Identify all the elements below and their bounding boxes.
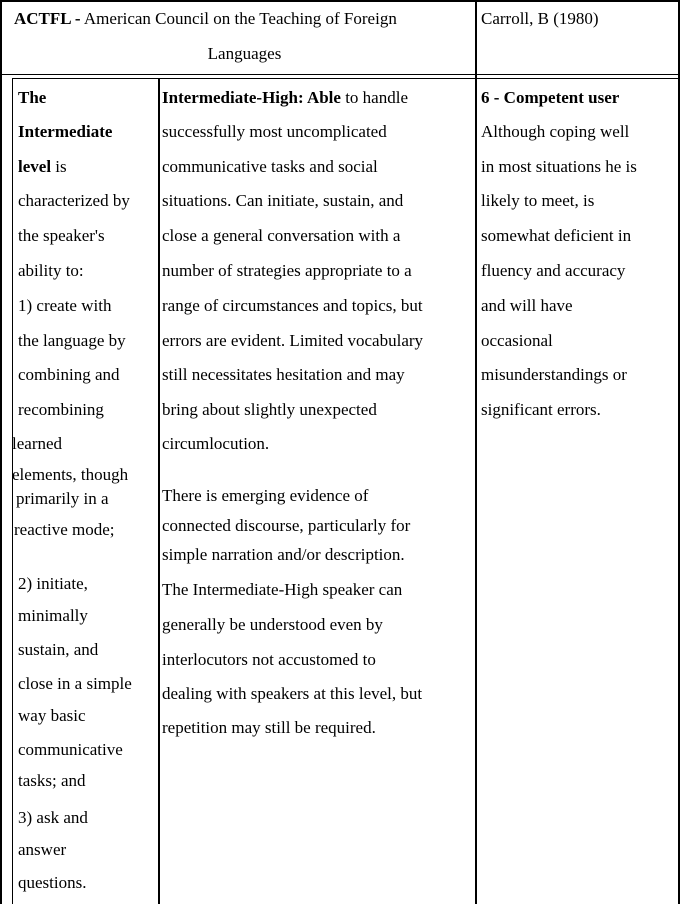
header-row-divider	[0, 74, 680, 75]
col2-text: simple narration and/or description.	[162, 545, 405, 564]
col1-text: the speaker's	[18, 226, 105, 245]
header-title-line-2: Languages	[207, 44, 282, 63]
table-border-left	[0, 0, 2, 904]
col2-text: interlocutors not accustomed to	[162, 650, 376, 669]
col2-line	[162, 684, 422, 704]
col1-line	[18, 771, 86, 791]
col1-line	[18, 157, 67, 177]
col1-line	[18, 331, 126, 351]
col3-text: misunderstandings or	[481, 365, 627, 384]
col2-text: connected discourse, particularly for	[162, 516, 411, 535]
col2-line	[162, 400, 377, 420]
col1-text: 2) initiate,	[18, 574, 88, 593]
col2-text: range of circumstances and topics, but	[162, 296, 423, 315]
col1-line	[12, 434, 62, 454]
left-inner-border	[12, 78, 13, 904]
col1-line	[18, 296, 111, 316]
col1-text: ability to:	[18, 261, 84, 280]
col2-line	[162, 122, 387, 142]
col1-line	[18, 808, 88, 828]
col2-line	[162, 157, 378, 177]
col1-text: sustain, and	[18, 640, 99, 659]
col1-line	[14, 520, 115, 540]
header-row-divider-inner	[12, 78, 680, 79]
col3-text: Although coping well	[481, 122, 630, 141]
col1-text: recombining	[18, 400, 104, 419]
table-border-top	[0, 0, 680, 2]
col1-text: answer	[18, 840, 67, 859]
col2-bold-text: Intermediate-High: Able	[162, 88, 341, 107]
col1-line	[18, 706, 86, 726]
col1-text: primarily in a	[16, 489, 109, 508]
col3-line	[481, 191, 594, 211]
col3-text: somewhat deficient in	[481, 226, 632, 245]
col2-text: dealing with speakers at this level, but	[162, 684, 423, 703]
col1-text: close in a simple	[18, 674, 132, 693]
col1-text: elements, though	[12, 465, 129, 484]
col2-line	[162, 486, 368, 506]
col3-text: occasional	[481, 331, 553, 350]
col2-text: situations. Can initiate, sustain, and	[162, 191, 404, 210]
col1-line	[18, 840, 66, 860]
header-acronym: ACTFL -	[14, 9, 81, 28]
col1-line	[18, 740, 123, 760]
col2-line	[162, 434, 269, 454]
col3-line	[481, 365, 627, 385]
col1-bold-text: Intermediate	[18, 122, 113, 141]
col1-text: minimally	[18, 606, 88, 625]
col3-text: likely to meet, is	[481, 191, 595, 210]
col3-text: significant errors.	[481, 400, 601, 419]
col2-line	[162, 296, 423, 316]
col3-line	[481, 122, 629, 142]
col2-text: still necessitates hesitation and may	[162, 365, 405, 384]
col3-line	[481, 296, 573, 316]
header-title: American Council on the Teaching of Foreign	[83, 9, 397, 28]
col2-line	[162, 650, 376, 670]
col2-line	[162, 261, 412, 281]
col1-line	[18, 640, 98, 660]
col1-line	[18, 674, 132, 694]
col2-line	[162, 88, 408, 108]
col3-text: in most situations he is	[481, 157, 637, 176]
col2-line	[162, 615, 383, 635]
col2-text: circumlocution.	[162, 434, 270, 453]
col2-text: The Intermediate-High speaker can	[162, 580, 403, 599]
col2-text: communicative tasks and social	[162, 157, 378, 176]
col1-text: characterized by	[18, 191, 130, 210]
col3-line	[481, 226, 631, 246]
col1-bold-text: level	[18, 157, 52, 176]
col1-text: way basic	[18, 706, 86, 725]
col1-line	[18, 261, 84, 281]
col2-line	[162, 226, 400, 246]
header-reference: Carroll, B (1980)	[481, 9, 599, 28]
column-divider-2	[475, 0, 477, 904]
col3-text: fluency and accuracy	[481, 261, 626, 280]
col2-text: There is emerging evidence of	[162, 486, 369, 505]
col1-text: combining and	[18, 365, 120, 384]
col2-line	[162, 545, 405, 565]
col1-text: the language by	[18, 331, 126, 350]
col3-line	[481, 261, 625, 281]
col2-text: successfully most uncomplicated	[162, 122, 387, 141]
col1-line-bold	[18, 88, 46, 108]
col1-line	[18, 365, 120, 385]
col2-text: close a general conversation with a	[162, 226, 401, 245]
col2-line	[162, 191, 403, 211]
col2-line	[162, 331, 423, 351]
col2-text: number of strategies appropriate to a	[162, 261, 412, 280]
col3-heading-text: 6 - Competent user	[481, 88, 620, 107]
col3-line	[481, 157, 637, 177]
col2-text: generally be understood even by	[162, 615, 383, 634]
col2-line	[162, 516, 410, 536]
col2-line	[162, 365, 405, 385]
col1-line	[12, 465, 128, 485]
col1-text: 3) ask and	[18, 808, 88, 827]
col1-text: questions.	[18, 873, 87, 892]
col1-line	[16, 489, 109, 509]
col1-text: 1) create with	[18, 296, 112, 315]
col3-line	[481, 400, 601, 420]
col1-text: tasks; and	[18, 771, 86, 790]
col1-text: learned	[12, 434, 63, 453]
col1-line	[18, 574, 88, 594]
col1-bold-text: The	[18, 88, 47, 107]
col1-line-bold	[18, 122, 112, 142]
col2-text: errors are evident. Limited vocabulary	[162, 331, 424, 350]
col2-text: to handle	[340, 88, 408, 107]
column-divider-1	[158, 78, 160, 904]
col3-line	[481, 331, 553, 351]
col3-heading	[481, 88, 619, 108]
header-title-line-1	[14, 9, 397, 29]
col1-line	[18, 873, 86, 893]
col1-line	[18, 226, 105, 246]
col1-line	[18, 400, 104, 420]
col2-line	[162, 718, 376, 738]
col1-line	[18, 606, 88, 626]
col2-line	[162, 580, 402, 600]
col1-text: communicative	[18, 740, 123, 759]
col1-text: is	[51, 157, 67, 176]
col1-text: reactive mode;	[14, 520, 115, 539]
col2-text: repetition may still be required.	[162, 718, 376, 737]
col1-line	[18, 191, 130, 211]
col2-text: bring about slightly unexpected	[162, 400, 377, 419]
col3-text: and will have	[481, 296, 573, 315]
